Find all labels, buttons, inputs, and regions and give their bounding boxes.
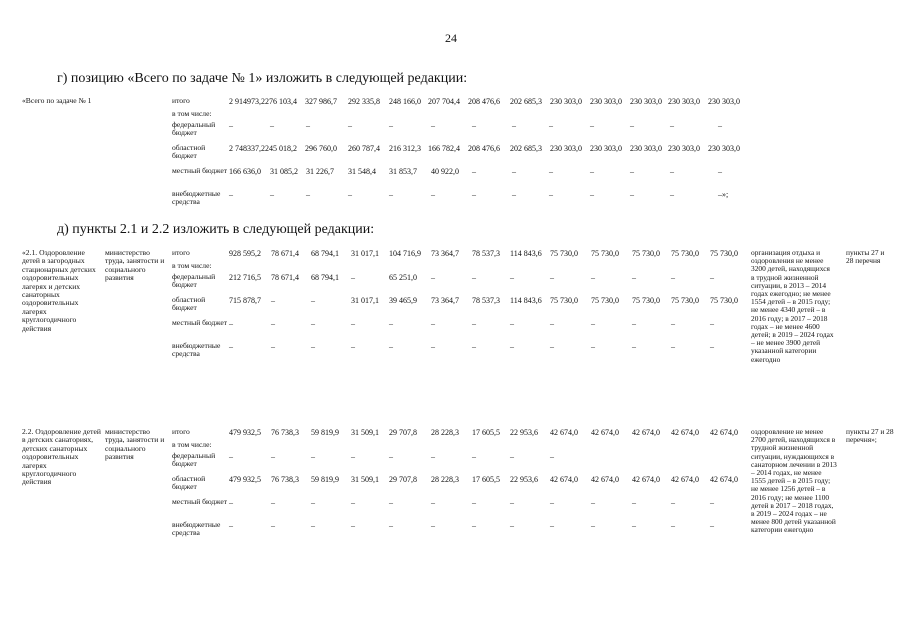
cell-value: – <box>431 452 435 461</box>
cell-value: – <box>549 121 553 130</box>
cell-value: – <box>718 121 722 130</box>
cell-value: – <box>351 521 355 530</box>
cell-value: 202 685,3 <box>510 97 542 106</box>
cell-value: 230 303,0 <box>708 144 740 153</box>
cell-value: 78 537,3 <box>472 249 500 258</box>
cell-value: 42 674,0 <box>550 428 578 437</box>
row-label: внебюджетные средства <box>172 520 221 538</box>
cell-value: – <box>431 342 435 351</box>
cell-value: – <box>472 273 476 282</box>
row-label: местный бюджет <box>172 166 228 175</box>
cell-value: 260 787,4 <box>348 144 380 153</box>
cell-value: 73 364,7 <box>431 296 459 305</box>
cell-value: 2 914973,2276 103,4 <box>229 97 297 106</box>
row-label: внебюджетные средства <box>172 189 221 207</box>
cell-value: – <box>431 190 435 199</box>
cell-value: 31 853,7 <box>389 167 417 176</box>
cell-value: – <box>229 121 233 130</box>
cell-value: – <box>271 319 275 328</box>
cell-value: – <box>550 452 554 461</box>
cell-value: 42 674,0 <box>591 475 619 484</box>
heading-total: г) позицию «Всего по задаче № 1» изложить в следующей редакции: <box>57 71 468 86</box>
cell-value: 230 303,0 <box>708 97 740 106</box>
cell-value: – <box>630 121 634 130</box>
cell-value: – <box>591 319 595 328</box>
row-label: итого <box>172 248 190 257</box>
cell-value: 216 312,3 <box>389 144 421 153</box>
cell-value: – <box>229 452 233 461</box>
cell-value: 230 303,0 <box>550 144 582 153</box>
cell-value: – <box>229 319 233 328</box>
cell-value: 42 674,0 <box>591 428 619 437</box>
cell-value: – <box>351 319 355 328</box>
row-label: федеральный бюджет <box>172 120 216 138</box>
cell-value: 75 730,0 <box>550 296 578 305</box>
cell-value: – <box>389 121 393 130</box>
cell-value: – <box>718 167 722 176</box>
cell-value: – <box>229 498 233 507</box>
cell-value: – <box>710 319 714 328</box>
cell-value: 104 716,9 <box>389 249 421 258</box>
cell-value: – <box>311 319 315 328</box>
cell-value: – <box>311 498 315 507</box>
cell-value: – <box>510 319 514 328</box>
cell-value: 327 986,7 <box>305 97 337 106</box>
cell-value: 59 819,9 <box>311 428 339 437</box>
cell-value: – <box>510 273 514 282</box>
cell-value: – <box>472 190 476 199</box>
cell-value: – <box>591 521 595 530</box>
cell-value: 39 465,9 <box>389 296 417 305</box>
item-2-2-executor: министерство труда, занятости и социального развития <box>105 427 165 462</box>
cell-value: 42 674,0 <box>671 475 699 484</box>
cell-value: – <box>670 167 674 176</box>
cell-value: 31 548,4 <box>348 167 376 176</box>
cell-value: – <box>351 273 355 282</box>
cell-value: 28 228,3 <box>431 475 459 484</box>
cell-value: 75 730,0 <box>671 249 699 258</box>
cell-value: 68 794,1 <box>311 249 339 258</box>
cell-value: 73 364,7 <box>431 249 459 258</box>
cell-value: – <box>630 190 634 199</box>
item-2-1-result: организация отдыха и оздоровления не менее 3200 детей, находящихся в трудной жизненной ситуации, в 2013 – 2014 годах ежегодно; не менее 1554 детей – в 2015 году; не менее 4340 детей – в 2016 году; в 2017 – 2018 годах – не менее 4600 детей; в 2019 – 2024 годах – не менее 3900 детей указанной категории ежегодно <box>751 248 834 364</box>
cell-value: 31 509,1 <box>351 428 379 437</box>
cell-value: 296 760,0 <box>305 144 337 153</box>
cell-value: – <box>512 190 516 199</box>
cell-value: 42 674,0 <box>671 428 699 437</box>
cell-value: 479 932,5 <box>229 428 261 437</box>
row-label: областной бюджет <box>172 295 206 313</box>
cell-value: – <box>671 319 675 328</box>
cell-value: – <box>306 121 310 130</box>
cell-value: – <box>710 342 714 351</box>
cell-value: 75 730,0 <box>591 296 619 305</box>
cell-value: – <box>632 273 636 282</box>
cell-value: – <box>472 121 476 130</box>
cell-value: – <box>671 498 675 507</box>
cell-value: – <box>472 521 476 530</box>
cell-value: – <box>472 167 476 176</box>
cell-value: – <box>389 342 393 351</box>
cell-value: – <box>590 190 594 199</box>
cell-value: 230 303,0 <box>590 144 622 153</box>
cell-value: 78 537,3 <box>472 296 500 305</box>
cell-value: – <box>389 319 393 328</box>
cell-value: – <box>472 342 476 351</box>
cell-value: – <box>431 273 435 282</box>
item-2-2-result: оздоровление не менее 2700 детей, находящихся в трудной жизненной ситуации, нуждающихся в санаторном лечении в 2013 – 2014 годах, не менее 1555 детей – в 2015 году; не менее 1256 детей – в 2016 году; не менее 1100 детей в 2017 – 2018 годах, в 2019 – 2024 годах – не менее 800 детей указанной категории ежегодно <box>751 427 837 535</box>
cell-value: 29 707,8 <box>389 428 417 437</box>
cell-value: – <box>632 498 636 507</box>
cell-value: 65 251,0 <box>389 273 417 282</box>
cell-value: – <box>671 273 675 282</box>
cell-value: 31 017,1 <box>351 249 379 258</box>
cell-value: 75 730,0 <box>671 296 699 305</box>
cell-value: 68 794,1 <box>311 273 339 282</box>
row-label: местный бюджет <box>172 318 228 327</box>
cell-value: 17 605,5 <box>472 428 500 437</box>
cell-value: 208 476,6 <box>468 144 500 153</box>
cell-value: – <box>632 319 636 328</box>
cell-value: 42 674,0 <box>710 475 738 484</box>
cell-value: 76 738,3 <box>271 428 299 437</box>
cell-value: – <box>550 498 554 507</box>
cell-value: – <box>630 167 634 176</box>
cell-value: – <box>550 273 554 282</box>
cell-value: – <box>591 342 595 351</box>
cell-value: 22 953,6 <box>510 428 538 437</box>
cell-value: 42 674,0 <box>710 428 738 437</box>
row-label: в том числе: <box>172 261 212 270</box>
cell-value: 166 782,4 <box>428 144 460 153</box>
cell-value: – <box>632 521 636 530</box>
cell-value: – <box>510 498 514 507</box>
cell-value: – <box>389 498 393 507</box>
cell-value: – <box>306 190 310 199</box>
cell-value: – <box>472 452 476 461</box>
cell-value: – <box>311 452 315 461</box>
item-2-1-title: «2.1. Оздоровление детей в загородных стационарных детских оздоровительных лагерях и детских санаторных оздоровительных лагерях круглогодичного действия <box>22 248 96 333</box>
cell-value: – <box>270 190 274 199</box>
cell-value: 292 335,8 <box>348 97 380 106</box>
row-label: федеральный бюджет <box>172 451 216 469</box>
item-2-2-title: 2.2. Оздоровление детей в детских санаториях, детских санаторных оздоровительных лагерях круглогодичного действия <box>22 427 101 487</box>
cell-value: – <box>351 498 355 507</box>
cell-value: 2 748337,2245 018,2 <box>229 144 297 153</box>
cell-value: 75 730,0 <box>632 249 660 258</box>
cell-value: – <box>348 121 352 130</box>
cell-value: – <box>431 319 435 328</box>
cell-value: 42 674,0 <box>632 475 660 484</box>
row-label: в том числе: <box>172 109 212 118</box>
cell-value: – <box>431 121 435 130</box>
cell-value: – <box>671 342 675 351</box>
cell-value: 42 674,0 <box>632 428 660 437</box>
cell-value: – <box>271 342 275 351</box>
cell-value: 166 636,0 <box>229 167 261 176</box>
cell-value: 230 303,0 <box>668 144 700 153</box>
cell-value: – <box>591 498 595 507</box>
cell-value: – <box>671 521 675 530</box>
cell-value: 29 707,8 <box>389 475 417 484</box>
cell-value: – <box>632 342 636 351</box>
item-2-1-ref: пункты 27 и 28 перечня <box>846 248 885 266</box>
cell-value: – <box>670 190 674 199</box>
cell-value: – <box>550 342 554 351</box>
cell-value: 78 671,4 <box>271 273 299 282</box>
cell-value: 202 685,3 <box>510 144 542 153</box>
cell-value: – <box>510 521 514 530</box>
cell-value: – <box>271 498 275 507</box>
cell-value: – <box>512 121 516 130</box>
cell-value: 31 017,1 <box>351 296 379 305</box>
cell-value: – <box>389 190 393 199</box>
cell-value: – <box>549 167 553 176</box>
cell-value: – <box>431 521 435 530</box>
cell-value: – <box>311 342 315 351</box>
cell-value: – <box>311 296 315 305</box>
cell-value: 248 166,0 <box>389 97 421 106</box>
cell-value: 230 303,0 <box>550 97 582 106</box>
cell-value: – <box>710 498 714 507</box>
cell-value: 75 730,0 <box>710 296 738 305</box>
cell-value: – <box>670 121 674 130</box>
cell-value: 78 671,4 <box>271 249 299 258</box>
cell-value: 22 953,6 <box>510 475 538 484</box>
row-label: итого <box>172 96 190 105</box>
row-label: местный бюджет <box>172 497 228 506</box>
row-label: областной бюджет <box>172 143 206 161</box>
cell-value: – <box>710 273 714 282</box>
cell-value: – <box>351 452 355 461</box>
row-label: итого <box>172 427 190 436</box>
row-label: в том числе: <box>172 440 212 449</box>
cell-value: – <box>549 190 553 199</box>
cell-value: – <box>472 498 476 507</box>
item-2-1-executor: министерство труда, занятости и социального развития <box>105 248 165 283</box>
cell-value: 40 922,0 <box>431 167 459 176</box>
cell-value: – <box>550 319 554 328</box>
cell-value: 76 738,3 <box>271 475 299 484</box>
cell-value: – <box>229 190 233 199</box>
cell-value: 31 226,7 <box>306 167 334 176</box>
page-number: 24 <box>445 31 457 45</box>
cell-value: – <box>311 521 315 530</box>
heading-items: д) пункты 2.1 и 2.2 изложить в следующей редакции: <box>57 222 375 237</box>
cell-value: – <box>472 319 476 328</box>
cell-value: 42 674,0 <box>550 475 578 484</box>
cell-value: 17 605,5 <box>472 475 500 484</box>
total-title: «Всего по задаче № 1 <box>22 96 92 105</box>
cell-value: – <box>710 521 714 530</box>
cell-value: 31 509,1 <box>351 475 379 484</box>
cell-value: 230 303,0 <box>668 97 700 106</box>
cell-value: 230 303,0 <box>590 97 622 106</box>
row-label: областной бюджет <box>172 474 206 492</box>
cell-value: – <box>512 167 516 176</box>
cell-value: – <box>348 190 352 199</box>
item-2-2-ref: пункты 27 и 28 перечня»; <box>846 427 894 445</box>
cell-value: 715 878,7 <box>229 296 261 305</box>
cell-value: – <box>351 342 355 351</box>
cell-value: 75 730,0 <box>550 249 578 258</box>
cell-value: – <box>229 521 233 530</box>
cell-value: 230 303,0 <box>630 144 662 153</box>
row-label: федеральный бюджет <box>172 272 216 290</box>
cell-value: 75 730,0 <box>591 249 619 258</box>
cell-value: 114 843,6 <box>510 296 542 305</box>
cell-value: 207 704,4 <box>428 97 460 106</box>
cell-value: – <box>389 521 393 530</box>
cell-value: 59 819,9 <box>311 475 339 484</box>
cell-value: – <box>431 498 435 507</box>
cell-value: – <box>270 121 274 130</box>
cell-value: 75 730,0 <box>710 249 738 258</box>
cell-value: – <box>229 342 233 351</box>
cell-value: – <box>389 452 393 461</box>
cell-value: – <box>590 167 594 176</box>
cell-value: 114 843,6 <box>510 249 542 258</box>
cell-value: 75 730,0 <box>632 296 660 305</box>
cell-value: – <box>550 521 554 530</box>
cell-value: 31 085,2 <box>270 167 298 176</box>
cell-value: – <box>590 121 594 130</box>
cell-value: –»; <box>718 190 729 199</box>
cell-value: 928 595,2 <box>229 249 261 258</box>
row-label: внебюджетные средства <box>172 341 221 359</box>
cell-value: – <box>510 452 514 461</box>
cell-value: – <box>271 452 275 461</box>
cell-value: 208 476,6 <box>468 97 500 106</box>
cell-value: – <box>271 521 275 530</box>
cell-value: – <box>510 342 514 351</box>
cell-value: – <box>591 273 595 282</box>
cell-value: – <box>271 296 275 305</box>
cell-value: 212 716,5 <box>229 273 261 282</box>
cell-value: 230 303,0 <box>630 97 662 106</box>
cell-value: 479 932,5 <box>229 475 261 484</box>
cell-value: 28 228,3 <box>431 428 459 437</box>
